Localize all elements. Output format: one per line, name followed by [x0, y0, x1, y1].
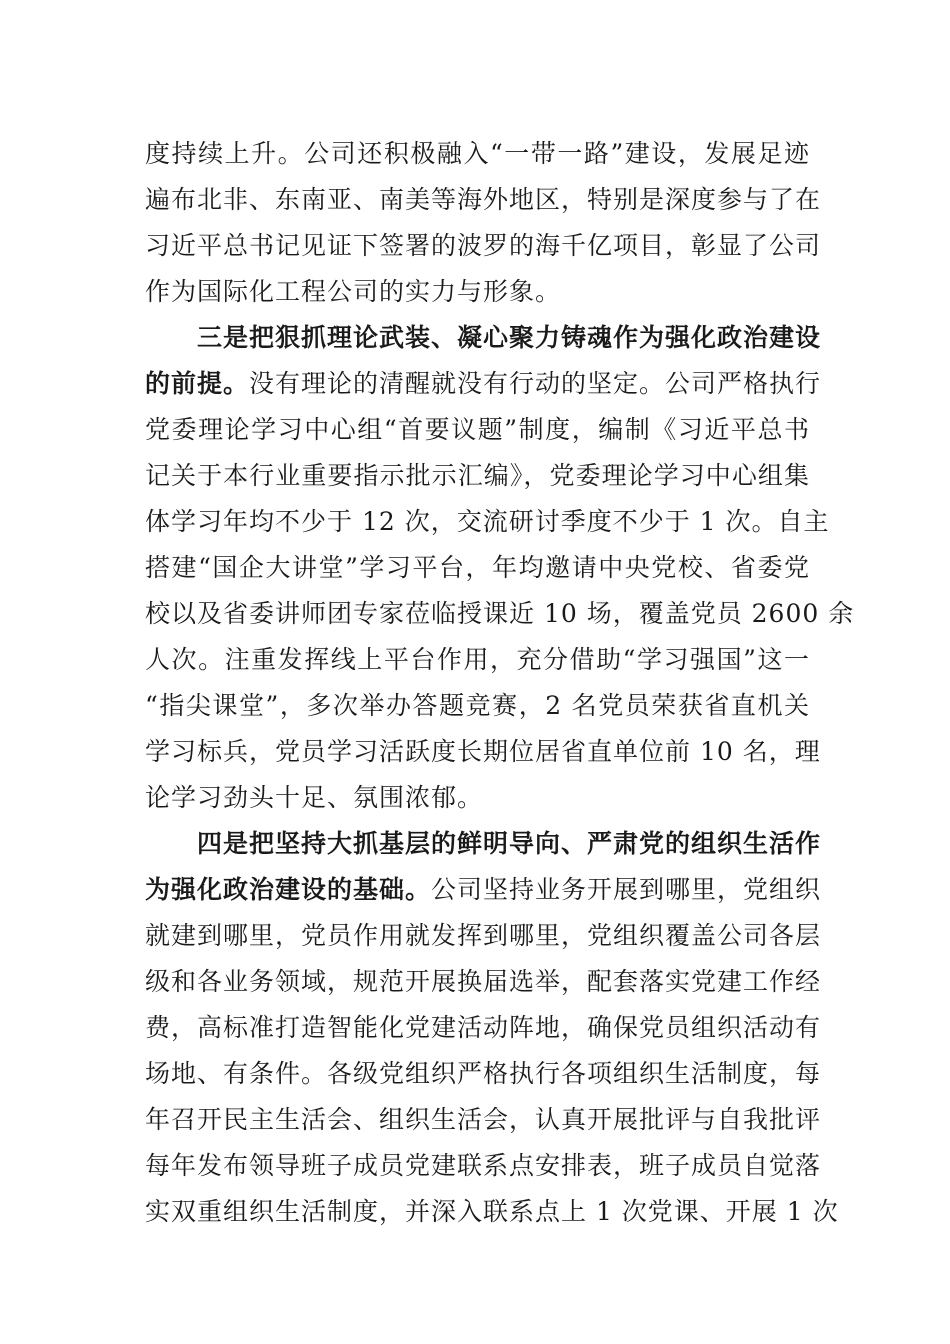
paragraph-1-line-4: 作为国际化工程公司的实力与形象。 [145, 277, 562, 306]
paragraph-2-heading-end: 的前提。 [145, 369, 250, 398]
paragraph-3-line-7: 年召开民主生活会、组织生活会，认真开展批评与自我批评 [145, 1105, 822, 1134]
paragraph-3-line-2 [145, 870, 822, 910]
paragraph-2-line-10: 学习标兵，党员学习活跃度长期位居省直单位前 10 名，理 [145, 737, 821, 766]
paragraph-2-line-5: 体学习年均不少于 12 次，交流研讨季度不少于 1 次。自主 [145, 507, 830, 536]
paragraph-2-line-2 [145, 364, 822, 404]
paragraph-3-line-9: 实双重组织生活制度，并深入联系点上 1 次党课、开展 1 次 [145, 1197, 839, 1226]
paragraph-1-line-3: 习近平总书记见证下签署的波罗的海千亿项目，彰显了公司 [145, 231, 822, 260]
paragraph-3-line-3: 就建到哪里，党员作用就发挥到哪里，党组织覆盖公司各层 [145, 921, 822, 950]
paragraph-2-line-4: 记关于本行业重要指示批示汇编》，党委理论学习中心组集 [145, 461, 810, 490]
paragraph-2-line-8: 人次。注重发挥线上平台作用，充分借助“学习强国”这一 [145, 645, 810, 674]
paragraph-2-line-11: 论学习劲头十足、氛围浓郁。 [145, 783, 484, 812]
paragraph-3-line-8: 每年发布领导班子成员党建联系点安排表，班子成员自觉落 [145, 1151, 822, 1180]
paragraph-3-line-6: 场地、有条件。各级党组织严格执行各项组织生活制度，每 [145, 1059, 822, 1088]
paragraph-2-line-3: 党委理论学习中心组“首要议题”制度，编制《习近平总书 [145, 415, 810, 444]
paragraph-1-line-2: 遍布北非、东南亚、南美等海外地区，特别是深度参与了在 [145, 185, 822, 214]
paragraph-2-heading-line-1 [197, 318, 822, 358]
paragraph-1-line-1: 度持续上升。公司还积极融入“一带一路”建设，发展足迹 [145, 139, 810, 168]
paragraph-2-heading-text: 三是把狠抓理论武装、凝心聚力铸魂作为强化政治建设 [197, 323, 822, 352]
paragraph-2-line-2-text: 没有理论的清醒就没有行动的坚定。公司严格执行 [249, 369, 822, 398]
paragraph-3-heading-line-1 [197, 824, 822, 864]
paragraph-3-line-4: 级和各业务领域，规范开展换届选举，配套落实党建工作经 [145, 967, 822, 996]
paragraph-3-line-2-text: 公司坚持业务开展到哪里，党组织 [431, 875, 822, 904]
paragraph-2-line-9: “指尖课堂”，多次举办答题竞赛，2 名党员荣获省直机关 [145, 691, 810, 720]
paragraph-3-heading-text: 四是把坚持大抓基层的鲜明导向、严肃党的组织生活作 [197, 829, 822, 858]
paragraph-3-line-5: 费，高标准打造智能化党建活动阵地，确保党员组织活动有 [145, 1013, 822, 1042]
paragraph-2-line-6: 搭建“国企大讲堂”学习平台，年均邀请中央党校、省委党 [145, 553, 810, 582]
paragraph-2-line-7: 校以及省委讲师团专家莅临授课近 10 场，覆盖党员 2600 余 [145, 599, 855, 628]
paragraph-3-heading-end: 为强化政治建设的基础。 [145, 875, 432, 904]
